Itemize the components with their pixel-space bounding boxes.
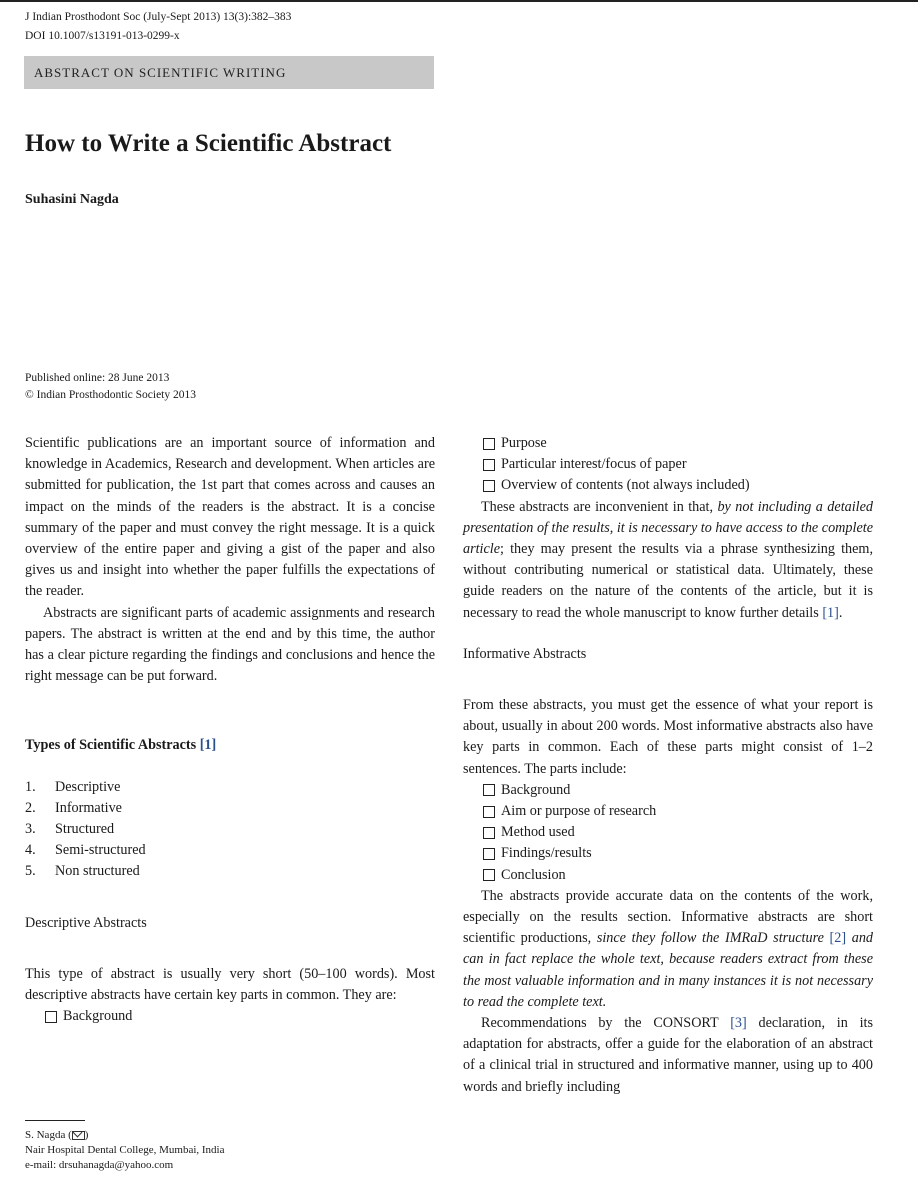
list-item: Background <box>25 1006 435 1027</box>
citation-link[interactable]: [1] <box>199 737 217 754</box>
abstracts-paragraph: Abstracts are significant parts of academic assignments and research papers. The abstract is written at the end and by this time, the author has a clear picture regarding the findings and conclusions and hence the right message can be put forward. <box>25 604 435 685</box>
checkbox-icon <box>483 784 495 796</box>
article-title: How to Write a Scientific Abstract <box>25 130 392 157</box>
types-list <box>25 777 435 883</box>
list-item: Aim or purpose of research <box>463 801 873 822</box>
checkbox-icon <box>483 848 495 860</box>
footnote-rule <box>25 1120 85 1121</box>
list-item: 2. Informative <box>25 799 122 816</box>
informative-heading: Informative Abstracts <box>463 645 587 662</box>
checkbox-icon <box>483 827 495 839</box>
list-item: 4. Semi-structured <box>25 842 146 859</box>
left-column <box>25 433 435 1027</box>
copyright-line: © Indian Prosthodontic Society 2013 <box>25 389 197 401</box>
journal-citation <box>25 8 291 46</box>
checkbox-icon <box>483 806 495 818</box>
right-column <box>463 433 873 1098</box>
author-name: Suhasini Nagda <box>25 192 119 207</box>
envelope-icon <box>72 1131 85 1140</box>
citation-link[interactable]: [1] <box>822 604 839 621</box>
checkbox-icon <box>45 1011 57 1023</box>
types-heading-text: Types of Scientific Abstracts <box>25 737 197 754</box>
descriptive-checklist-cont <box>463 433 873 497</box>
list-item: Particular interest/focus of paper <box>463 454 873 475</box>
doi-line[interactable]: DOI 10.1007/s13191-013-0299-x <box>25 30 180 42</box>
checkbox-icon <box>483 480 495 492</box>
section-banner: ABSTRACT ON SCIENTIFIC WRITING <box>24 56 434 89</box>
intro-paragraph: Scientific publications are an important source of information and knowledge in Academics, Research and development. When articles are submitted for publication, the 1st part that comes across and causes an impact on the minds of the readers is the abstract. It is a concise summary of the paper and must convey the right message. It is a quick overview of the entire paper and giving a gist of the paper and also gives us and insight into whether the paper fulfills the expectations of the reader. <box>25 435 435 600</box>
list-item: 3. Structured <box>25 821 115 838</box>
citation-link[interactable]: [3] <box>730 1015 747 1032</box>
list-item: Overview of contents (not always included) <box>463 475 873 496</box>
journal-line: J Indian Prosthodont Soc (July-Sept 2013) 13(3):382–383 <box>25 11 292 23</box>
descriptive-checklist <box>25 1006 435 1027</box>
footnote-email[interactable]: e-mail: drsuhanagda@yahoo.com <box>25 1159 174 1171</box>
publication-info <box>25 370 196 404</box>
list-item: Conclusion <box>463 865 873 886</box>
list-item: Background <box>463 780 873 801</box>
footnote-author: S. Nagda <box>25 1129 66 1141</box>
consort-paragraph: Recommendations by the CONSORT [3] declaration, in its adaptation for abstracts, offer a guide for the elaboration of an abstract of a clinical trial in structured and informative manner, using up to 400 words and briefly including <box>463 1015 873 1095</box>
informative-results-paragraph: The abstracts provide accurate data on the contents of the work, especially on the results section. Informative abstracts are short scientific productions, since they follow the IMRaD structure [2] and can in fact replace the whole text, because readers extract from these the most valuable information and in many instances it is not necessary to read the complete text. <box>463 887 874 1010</box>
descriptive-heading: Descriptive Abstracts <box>25 914 147 931</box>
citation-link[interactable]: [2] <box>829 930 847 947</box>
types-heading <box>25 735 435 756</box>
checkbox-icon <box>483 459 495 471</box>
list-item: 1. Descriptive <box>25 778 121 795</box>
descriptive-paragraph: This type of abstract is usually very short (50–100 words). Most descriptive abstracts have certain key parts in common. They are: <box>25 965 435 1004</box>
informative-paragraph: From these abstracts, you must get the essence of what your report is about, usually in about 200 words. Most informative abstracts also have key parts in common. Each of these parts might consist of 1–2 sentences. The parts include: <box>463 697 873 777</box>
author-footnote: S. Nagda ( ) Nair Hospital Dental College, Mumbai, India e-mail: drsuhanagda@yahoo.com <box>25 1129 225 1171</box>
footnote-affiliation: Nair Hospital Dental College, Mumbai, India <box>25 1144 225 1156</box>
list-item: 5. Non structured <box>25 863 140 880</box>
list-item: Method used <box>463 822 873 843</box>
checkbox-icon <box>483 438 495 450</box>
list-item: Findings/results <box>463 843 873 864</box>
checkbox-icon <box>483 869 495 881</box>
informative-checklist <box>463 780 873 886</box>
descriptive-inconvenience-paragraph: These abstracts are inconvenient in that, by not including a detailed presentation of the results, it is necessary to have access to the complete article; they may present the results via a phrase synthesizing them, without contributing numerical or statistical data. Ultimately, these guide readers on the nature of the contents of the article, but it is necessary to read the whole manuscript to know further details [1]. <box>463 498 874 621</box>
list-item: Purpose <box>463 433 873 454</box>
top-rule <box>0 0 918 2</box>
published-date: Published online: 28 June 2013 <box>25 372 170 384</box>
